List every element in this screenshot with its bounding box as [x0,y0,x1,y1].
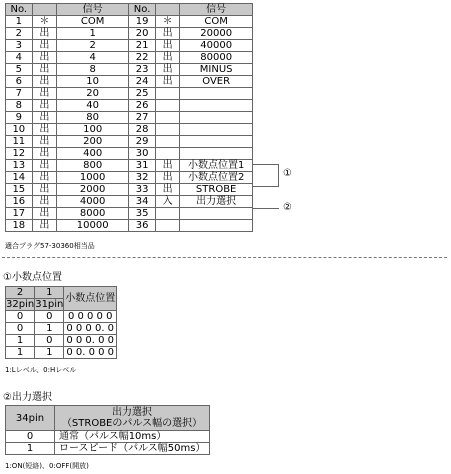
pin-number: 20 [129,28,156,40]
pin-direction: 出 [32,52,56,64]
pin-number: 26 [129,100,156,112]
pin-signal [180,208,253,220]
pin-number: 19 [129,16,156,28]
pin-direction: 出 [155,52,179,64]
table-row [6,208,253,220]
output-header-pin: 34pin [6,406,55,431]
pin-direction: 出 [155,64,179,76]
pin-signal [180,88,253,100]
decimal-header-top-1: 2 [6,287,35,299]
pin-number: 31 [129,160,156,172]
pin-direction: 出 [32,28,56,40]
decimal-position-value: 0 0 0. 0 0 [64,335,117,347]
decimal-note: 1:Lレベル、0:Hレベル [5,366,77,374]
pin-direction: 入 [155,196,179,208]
plug-note: 適合プラグ57-30360相当品 [5,242,95,250]
pin-direction: 出 [32,148,56,160]
pin-signal: STROBE [180,184,253,196]
table-row [6,443,210,455]
pin-number: 25 [129,88,156,100]
output-select-value: 通常（パルス幅10ms） [55,431,210,443]
pin-number: 3 [6,40,33,52]
pin-signal: 100 [57,124,129,136]
decimal-header-pin-32: 32pin [6,299,35,310]
callout-1-label: ① [283,168,292,179]
header-no-left: No. [6,4,33,16]
pin-signal: MINUS [180,64,253,76]
pin-table-body [6,16,253,232]
output-header-value-line-1: 出力選択 [112,407,152,418]
output-header-value [55,406,210,431]
pin-signal: 400 [57,148,129,160]
pin-direction: 出 [32,100,56,112]
table-row [6,136,253,148]
output-header-value-line-2: （STROBEのパルス幅の選択） [61,418,203,429]
decimal-header-top-2: 1 [35,287,64,299]
header-no-right: No. [129,4,156,16]
table-row [6,196,253,208]
table-row [6,76,253,88]
pin-number: 12 [6,148,33,160]
pin-signal: COM [57,16,129,28]
pin-number: 22 [129,52,156,64]
callout-2-label: ② [283,202,292,213]
table-row [6,40,253,52]
callout-2-line [253,208,279,209]
pin-32-value: 0 [6,311,35,323]
pin-number: 18 [6,220,33,232]
pin-32-value: 1 [6,335,35,347]
pin-signal [180,220,253,232]
decimal-position-value: 0 0. 0 0 0 [64,347,117,359]
pin-signal: 40000 [180,40,253,52]
table-row [6,112,253,124]
pin-signal: 200 [57,136,129,148]
pin-signal: 2000 [57,184,129,196]
table-row [6,323,117,335]
pin-direction [155,136,179,148]
pin-number: 29 [129,136,156,148]
table-row [6,220,253,232]
pin-signal [180,148,253,160]
pin-direction: ＊ [155,16,179,28]
pin-number: 33 [129,184,156,196]
pin-direction [155,100,179,112]
pin-direction: 出 [32,64,56,76]
pin-number: 14 [6,172,33,184]
pin-signal: 小数点位置1 [180,160,253,172]
pin-34-value: 0 [6,431,55,443]
output-table [5,405,210,455]
pin-number: 13 [6,160,33,172]
pin-direction: 出 [155,160,179,172]
decimal-header-row-1 [6,287,117,299]
pin-direction: 出 [32,76,56,88]
table-row [6,160,253,172]
pin-signal: 8000 [57,208,129,220]
pin-number: 11 [6,136,33,148]
pin-direction: 出 [155,40,179,52]
decimal-position-value: 0 0 0 0. 0 [64,323,117,335]
header-io-right [155,4,179,16]
header-io-left [32,4,56,16]
pin-34-value: 1 [6,443,55,455]
header-signal-right: 信号 [180,4,253,16]
pin-32-value: 1 [6,347,35,359]
pin-direction: 出 [32,220,56,232]
pin-signal: 1 [57,28,129,40]
table-row [6,172,253,184]
pin-signal: 10 [57,76,129,88]
callout-1-bracket-top [253,164,279,165]
table-row [6,347,117,359]
table-row [6,431,210,443]
pin-signal [180,112,253,124]
pin-number: 24 [129,76,156,88]
pin-direction [155,220,179,232]
output-note: 1:ON(短絡)、0:OFF(開放) [5,462,89,470]
pin-direction: 出 [155,28,179,40]
pin-32-value: 0 [6,323,35,335]
pin-direction [155,124,179,136]
table-row [6,311,117,323]
table-row [6,124,253,136]
pin-number: 30 [129,148,156,160]
pin-direction: 出 [32,184,56,196]
table-row [6,335,117,347]
callout-1-bracket-vertical [278,164,279,187]
header-signal-left: 信号 [57,4,129,16]
pin-signal [180,100,253,112]
pin-direction: 出 [32,112,56,124]
pin-31-value: 0 [35,335,64,347]
pin-direction: 出 [32,40,56,52]
pin-signal: 10000 [57,220,129,232]
pin-signal [180,136,253,148]
pin-number: 7 [6,88,33,100]
pin-direction: 出 [32,172,56,184]
pin-31-value: 1 [35,347,64,359]
pin-signal: 8 [57,64,129,76]
pin-direction: ＊ [32,16,56,28]
pin-number: 35 [129,208,156,220]
pin-direction: 出 [155,172,179,184]
output-table-body [6,431,210,455]
pin-signal: 800 [57,160,129,172]
pin-direction: 出 [32,136,56,148]
output-header-row [6,406,210,431]
pin-signal: 4000 [57,196,129,208]
decimal-header-value: 小数点位置 [64,287,117,311]
pin-direction [155,148,179,160]
table-row [6,64,253,76]
pin-number: 4 [6,52,33,64]
table-row [6,148,253,160]
pin-signal: 80000 [180,52,253,64]
pin-number: 5 [6,64,33,76]
pin-number: 27 [129,112,156,124]
pin-signal: 2 [57,40,129,52]
pin-signal: 20000 [180,28,253,40]
pin-number: 10 [6,124,33,136]
pin-direction: 出 [32,124,56,136]
callout-1-bracket-bottom [253,186,279,187]
output-select-value: ロースピード（パルス幅50ms） [55,443,210,455]
pin-number: 36 [129,220,156,232]
section-divider [2,257,447,258]
pin-signal: 20 [57,88,129,100]
pin-direction: 出 [32,160,56,172]
pin-signal: 出力選択 [180,196,253,208]
pin-direction: 出 [32,208,56,220]
pin-number: 16 [6,196,33,208]
decimal-position-value: 0 0 0 0 0 [64,311,117,323]
pin-number: 21 [129,40,156,52]
pin-direction [155,88,179,100]
table-row [6,28,253,40]
decimal-section-title: ①小数点位置 [3,272,62,283]
pin-signal [180,124,253,136]
pin-signal: 小数点位置2 [180,172,253,184]
pin-assignment-table [5,3,253,232]
table-row [6,184,253,196]
pin-signal: 1000 [57,172,129,184]
decimal-table [5,286,117,359]
pin-number: 32 [129,172,156,184]
pin-direction: 出 [32,196,56,208]
pin-31-value: 0 [35,311,64,323]
output-section-title: ②出力選択 [3,392,52,403]
pin-number: 28 [129,124,156,136]
pin-signal: 80 [57,112,129,124]
pin-direction [155,112,179,124]
pin-signal: 4 [57,52,129,64]
pin-number: 9 [6,112,33,124]
decimal-table-body [6,311,117,359]
pin-signal: COM [180,16,253,28]
pin-number: 15 [6,184,33,196]
table-row [6,52,253,64]
pin-signal: OVER [180,76,253,88]
pin-number: 23 [129,64,156,76]
pin-number: 34 [129,196,156,208]
pin-number: 8 [6,100,33,112]
pin-direction: 出 [155,184,179,196]
pin-number: 2 [6,28,33,40]
pin-table-header [6,4,253,16]
pin-direction: 出 [155,76,179,88]
pin-number: 1 [6,16,33,28]
pin-31-value: 1 [35,323,64,335]
pin-signal: 40 [57,100,129,112]
pin-number: 17 [6,208,33,220]
decimal-header-pin-31: 31pin [35,299,64,310]
table-row [6,16,253,28]
table-row [6,100,253,112]
pin-number: 6 [6,76,33,88]
table-row [6,88,253,100]
pin-direction [155,208,179,220]
pin-direction: 出 [32,88,56,100]
